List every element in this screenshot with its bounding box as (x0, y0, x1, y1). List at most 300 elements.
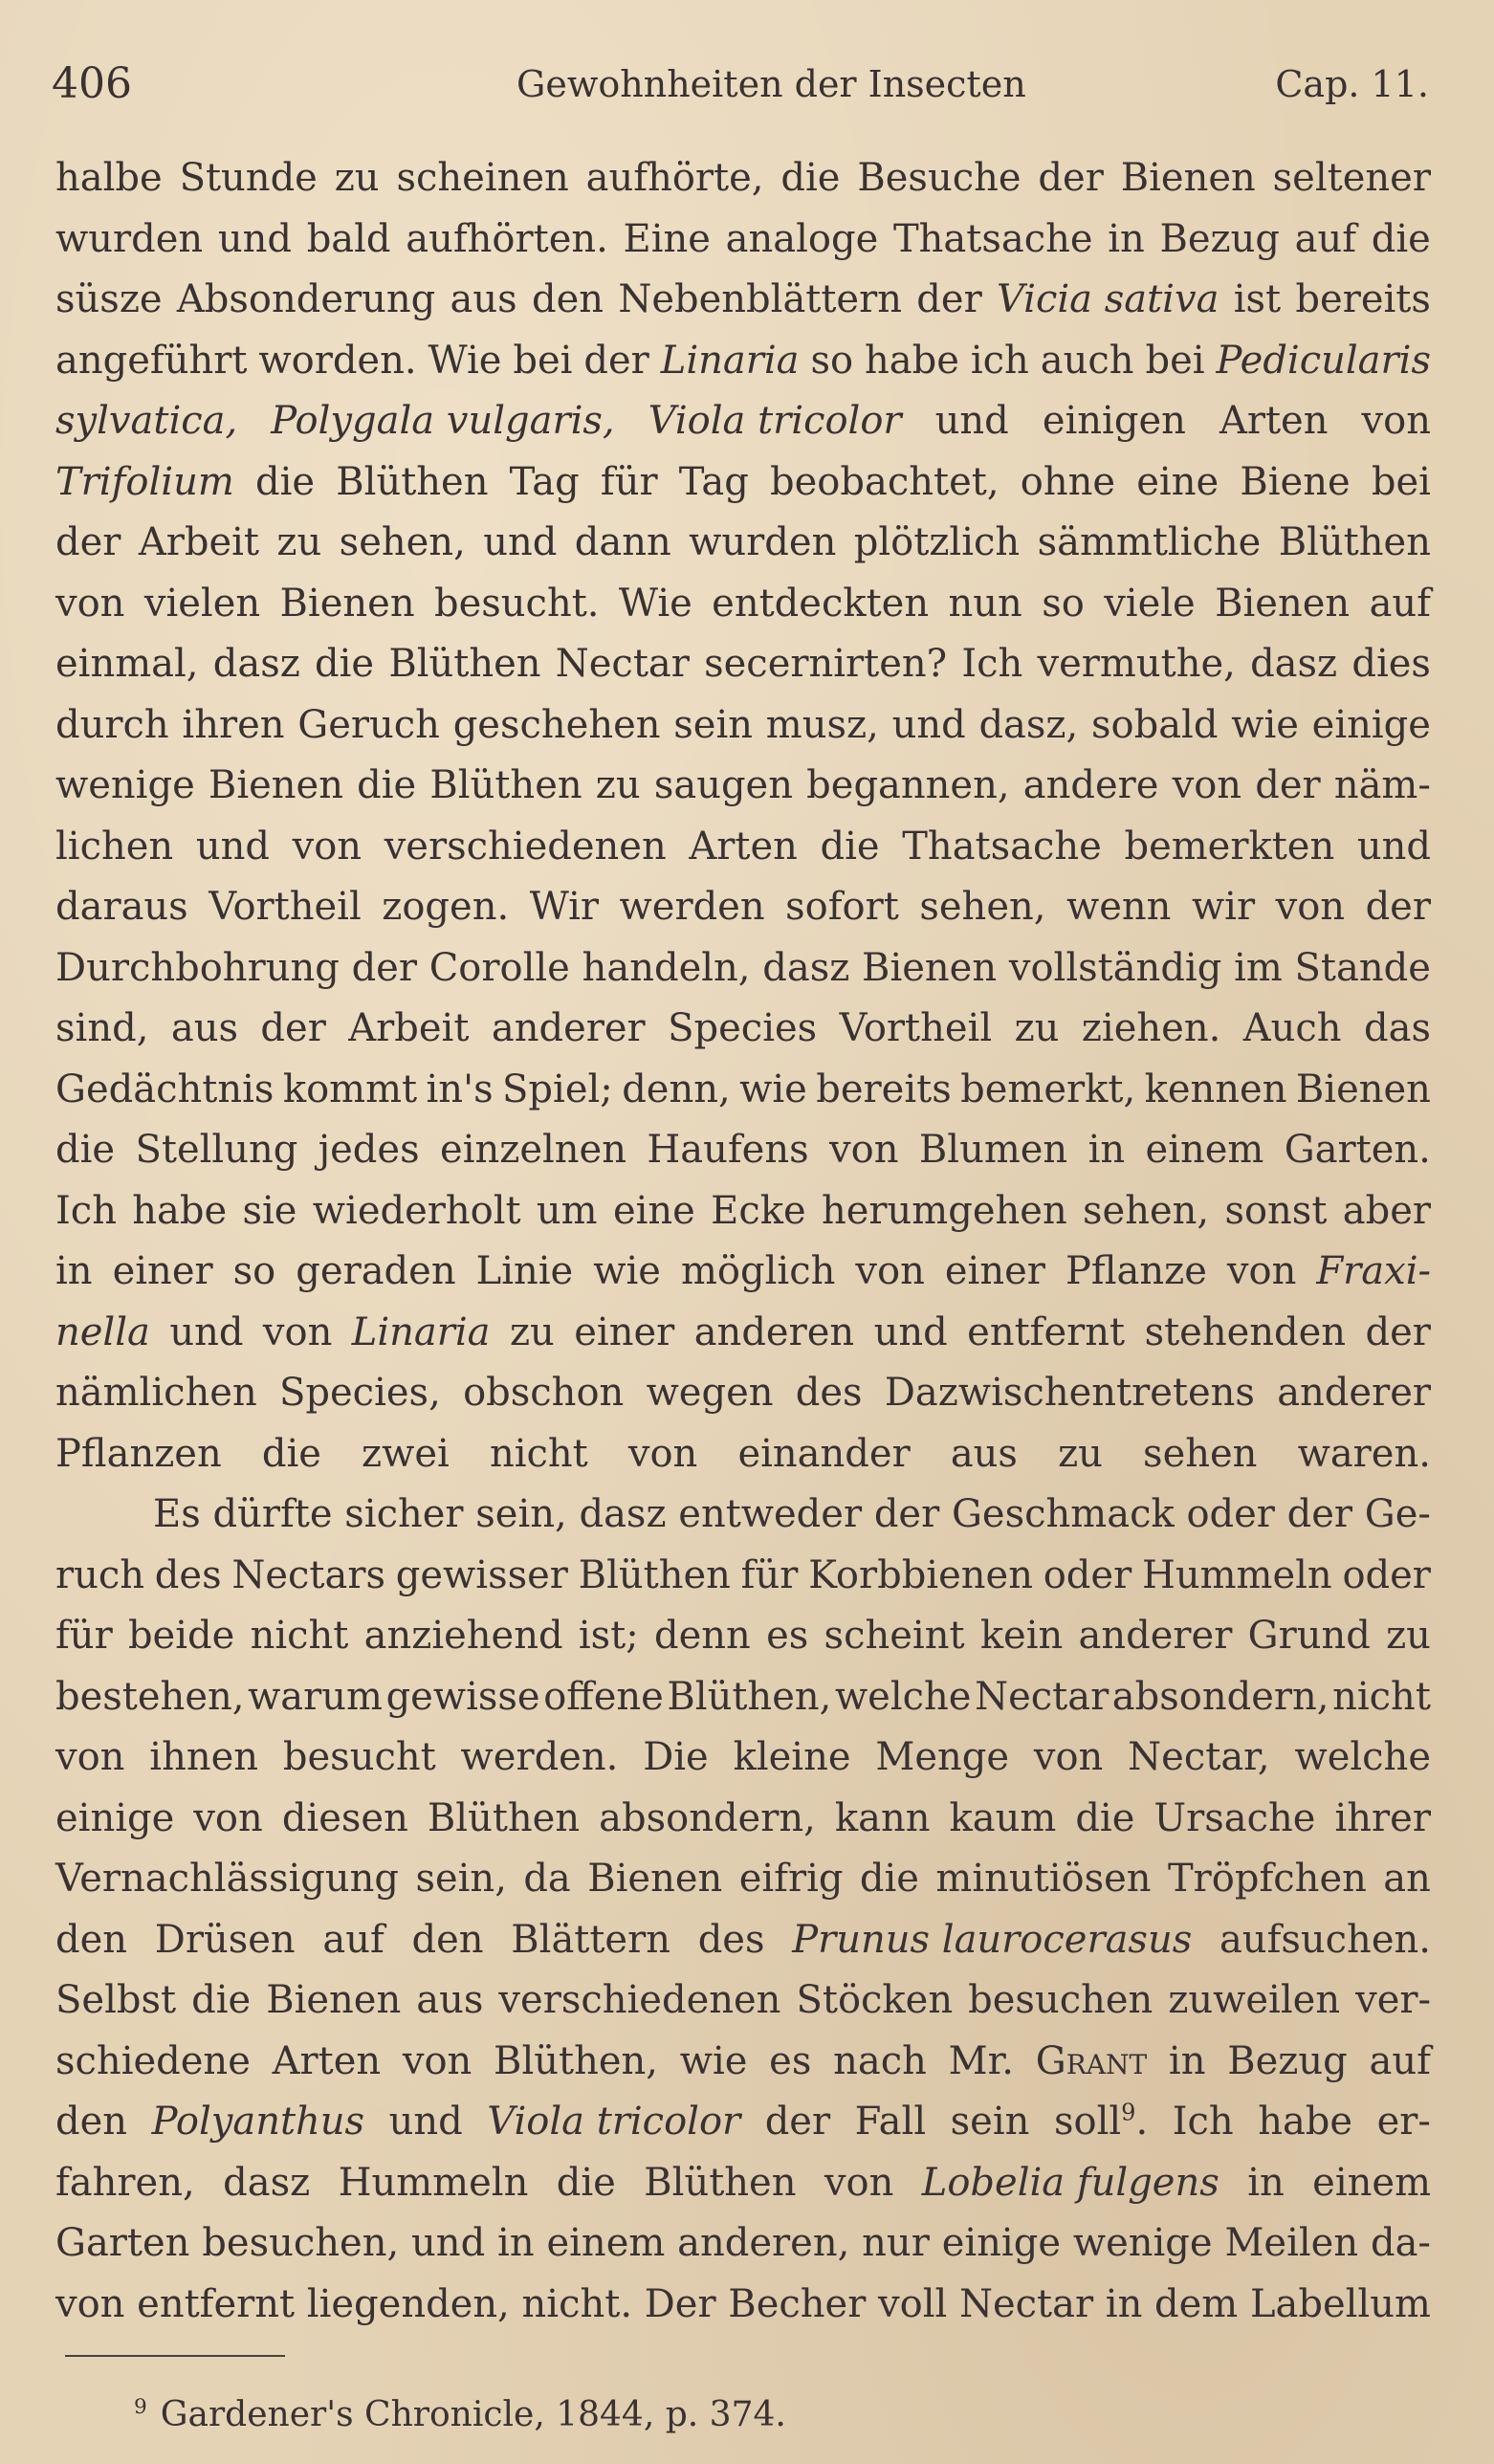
word: Geruch (297, 702, 440, 747)
word: Blüthen (388, 642, 541, 686)
word: und (1356, 824, 1431, 869)
word: einem (546, 2221, 666, 2265)
word: warum (248, 1674, 383, 1719)
word: in (1105, 2281, 1143, 2326)
word: Blüthen (1278, 520, 1431, 564)
word: aus (950, 1431, 1018, 1476)
word: ohne (1020, 459, 1116, 504)
word: Fall (854, 2100, 927, 2144)
text-line (55, 938, 1431, 1000)
word: Stellung (135, 1128, 298, 1172)
word: dasz, (978, 702, 1079, 747)
text-line (55, 1181, 1431, 1243)
word: Vortheil (839, 1006, 993, 1050)
word: in (1108, 216, 1145, 261)
word: Haufens (647, 1128, 809, 1172)
word: möglich (680, 1249, 836, 1293)
word: sicher (344, 1492, 464, 1536)
text-line (55, 2153, 1431, 2214)
word: secernirten? (704, 642, 948, 686)
word: Bienen (279, 581, 415, 626)
word: soll$^9$. (1054, 2092, 1148, 2153)
word: Wie (428, 338, 502, 383)
word: oder (1186, 1492, 1275, 1536)
text-line (55, 1424, 1431, 1485)
word: welche (834, 1674, 972, 1719)
word: von (55, 2281, 125, 2326)
word: herumgehen (821, 1188, 1067, 1233)
word: Species (668, 1006, 818, 1050)
word: Nectar, (1128, 1735, 1270, 1779)
word: Bezug (1159, 216, 1280, 261)
text-line (55, 1485, 1431, 1546)
word: plötzlich (853, 520, 1021, 564)
word: Arten (272, 2038, 382, 2083)
word: wurden (55, 216, 204, 261)
word: sind, (55, 1006, 149, 1050)
word: Blüthen (578, 1552, 731, 1597)
paragraph (55, 1485, 1431, 2335)
word: Bienen (1295, 1067, 1431, 1111)
italic-word: Linaria (351, 1309, 491, 1354)
word: eine (612, 1188, 695, 1233)
word: ihren (182, 702, 285, 747)
word: in (1168, 2038, 1206, 2083)
word: Spiel; (502, 1067, 613, 1111)
word: und (169, 1309, 244, 1354)
word: besuchen (968, 1978, 1153, 2022)
word: Absonderung (176, 277, 436, 321)
word: Hummeln (1141, 1552, 1332, 1597)
word: nur (862, 2221, 930, 2265)
word: ich (970, 338, 1029, 383)
word: Linie (475, 1249, 574, 1293)
word: die (191, 1978, 252, 2022)
word: sehen, (919, 885, 1046, 929)
word: zu (1014, 1006, 1060, 1050)
word: einigen (1042, 399, 1186, 443)
word: dasz (762, 945, 850, 990)
word: Die (643, 1735, 709, 1779)
word: sein, (415, 1857, 507, 1901)
word: aufhörte, (585, 156, 764, 200)
word: besucht (282, 1735, 436, 1779)
word: dasz (212, 642, 300, 686)
word: Arten (1219, 399, 1329, 443)
text-line (55, 695, 1431, 757)
word: stehenden (1144, 1309, 1347, 1354)
word: dem (1154, 2281, 1239, 2326)
word: der (1365, 885, 1431, 929)
word: beide (127, 1614, 235, 1658)
word: Nectars (231, 1552, 386, 1597)
text-line (55, 209, 1431, 271)
text-line (55, 1060, 1431, 1121)
word: gewisser (395, 1552, 568, 1597)
word: wenige (1072, 2221, 1213, 2265)
word: von (1226, 1249, 1297, 1293)
word: kommt (282, 1067, 418, 1111)
word: Garten (55, 2221, 190, 2265)
word: wie (593, 1249, 661, 1293)
word: auf (1294, 216, 1357, 261)
text-line (55, 877, 1431, 938)
word: waren. (1297, 1431, 1431, 1476)
text-line (55, 270, 1431, 331)
word: bald (306, 216, 391, 261)
word: vielen (143, 581, 261, 626)
word: Biene (1240, 459, 1351, 504)
word: von (829, 1128, 899, 1172)
word: Ich (1172, 2100, 1234, 2144)
word: offene (543, 1674, 664, 1719)
word: gewisse (385, 1674, 540, 1719)
word: zu (1386, 1614, 1431, 1658)
word: im (1234, 945, 1283, 990)
word: voll (878, 2281, 948, 2326)
word: aus (416, 1978, 484, 2022)
word: süsze (55, 277, 163, 321)
word: der (1255, 763, 1321, 807)
italic-word: Viola tricolor (648, 399, 902, 443)
word: aufhörten. (406, 216, 608, 261)
word: Wir (529, 885, 600, 929)
word: Ich (55, 1188, 117, 1233)
word: andere (1022, 763, 1159, 807)
word: Species, (279, 1371, 441, 1415)
word: entweder (678, 1492, 863, 1536)
word: das (1364, 1006, 1431, 1050)
word: Vortheil (209, 885, 362, 929)
word: minutiösen (935, 1857, 1152, 1901)
word: nicht (1332, 1674, 1431, 1719)
word: ihrer (1334, 1795, 1431, 1840)
word: Pflanzen (55, 1431, 222, 1476)
word: die (780, 156, 841, 200)
word: für (600, 459, 658, 504)
text-line (55, 1363, 1431, 1424)
word: und (873, 1309, 948, 1354)
text-line (55, 331, 1431, 392)
word: wenn (1066, 885, 1172, 929)
word: denn (654, 1614, 751, 1658)
word: Dazwischentretens (884, 1371, 1255, 1415)
word: Wie (618, 581, 692, 626)
footnote-text: Gardener's Chronicle, 1844, p. 374. (160, 2395, 786, 2434)
text-line (55, 391, 1431, 452)
word: Drüsen (154, 1917, 296, 1962)
word: Blüthen (427, 1795, 581, 1840)
word: und (195, 824, 270, 869)
word: besucht. (433, 581, 600, 626)
word: handeln, (582, 945, 751, 990)
word: von (55, 1735, 125, 1779)
word: anderen, (677, 2221, 850, 2265)
word: Bienen (1215, 581, 1351, 626)
word: bemerkt, (960, 1067, 1136, 1111)
word: musz, (765, 702, 879, 747)
word: eifrig (738, 1857, 844, 1901)
word: der (55, 520, 121, 564)
word: Hummeln (338, 2160, 529, 2205)
word: sein (673, 702, 754, 747)
word: fahren, (55, 2160, 195, 2205)
word: geraden (296, 1249, 456, 1293)
footnote-marker: 9 (134, 2395, 147, 2419)
word: scheinen (396, 156, 569, 200)
word: Blüthen, (667, 1674, 832, 1719)
italic-word: Vicia sativa (997, 277, 1219, 321)
word: sehen, (1083, 1188, 1210, 1233)
word: die (1075, 1795, 1135, 1840)
word: sonst (1224, 1188, 1328, 1233)
word: Tag (678, 459, 749, 504)
word: sein, (475, 1492, 567, 1536)
word: zu (509, 1309, 555, 1354)
word: sofort (785, 885, 899, 929)
word: Mr. (948, 2038, 1015, 2083)
word: nicht. (521, 2281, 633, 2326)
word: und (483, 520, 558, 564)
word: Arbeit (138, 520, 259, 564)
word: Nectar (555, 642, 690, 686)
word: auch (1040, 338, 1134, 383)
word: angeführt (55, 338, 248, 383)
word: ihnen (149, 1735, 259, 1779)
word: begannen, (806, 763, 1010, 807)
word: Vernachlässigung (55, 1857, 400, 1901)
text-line (55, 817, 1431, 878)
italic-word: Linaria (660, 338, 800, 383)
word: Ich (961, 642, 1023, 686)
word: in (497, 2221, 535, 2265)
text-line (55, 2032, 1431, 2093)
text-line (55, 148, 1431, 209)
word: der (1286, 1492, 1353, 1536)
text-line (55, 1970, 1431, 2032)
word: wurden (689, 520, 837, 564)
word: schiedene (55, 2038, 251, 2083)
text-line (55, 1242, 1431, 1303)
word: verschiedenen (384, 824, 667, 869)
text-line (55, 634, 1431, 695)
word: von (262, 1309, 333, 1354)
word: besuchen, (202, 2221, 400, 2265)
word: kennen (1144, 1067, 1287, 1111)
word: Grund (1247, 1614, 1371, 1658)
word: Selbst (55, 1978, 177, 2022)
word: wie (1231, 702, 1299, 747)
word: wie (679, 2038, 748, 2083)
word: zu (1058, 1431, 1103, 1476)
word: an (1383, 1857, 1431, 1901)
word: die (261, 1431, 321, 1476)
word: und (217, 216, 292, 261)
text-line (55, 756, 1431, 817)
word: Bienen (208, 763, 343, 807)
italic-word: Trifolium (55, 459, 234, 504)
word: Bienen (587, 1857, 723, 1901)
word: Becher (728, 2281, 867, 2326)
word: den (55, 1917, 128, 1962)
word: dann (574, 520, 671, 564)
word: die (556, 2160, 616, 2205)
word: wegen (646, 1371, 774, 1415)
italic-word: Pedicularis (1216, 338, 1431, 383)
word: den (531, 277, 604, 321)
word: einander (737, 1431, 911, 1476)
text-line (55, 452, 1431, 514)
word: oder (1043, 1552, 1132, 1597)
word: durch (55, 702, 169, 747)
word: zu (595, 763, 641, 807)
word: sein (950, 2100, 1030, 2144)
word: ziehen. (1081, 1006, 1221, 1050)
word: des (697, 1917, 765, 1962)
text-line (55, 574, 1431, 635)
word: einzelnen (440, 1128, 626, 1172)
word: welche (1294, 1735, 1431, 1779)
word: Arten (689, 824, 798, 869)
word: denn, (622, 1067, 731, 1111)
word: obschon (463, 1371, 625, 1415)
word: diesen (281, 1795, 408, 1840)
word: und (891, 702, 966, 747)
word: sämmtliche (1037, 520, 1262, 564)
text-line (55, 1606, 1431, 1667)
italic-word: Polygala vulgaris, (271, 399, 615, 443)
word: die (1371, 216, 1431, 261)
word: analoge (725, 216, 879, 261)
word: der (916, 277, 982, 321)
word: und (934, 399, 1009, 443)
word: Stunde (179, 156, 318, 200)
word: lichen (55, 824, 174, 869)
word: Durchbohrung (55, 945, 340, 990)
word: nicht (250, 1614, 349, 1658)
word: in (1247, 2160, 1285, 2205)
word: anderen (693, 1309, 855, 1354)
word: Bienen (862, 945, 998, 990)
word: kaum (949, 1795, 1057, 1840)
text-line (55, 1546, 1431, 1607)
word: auf (1369, 2038, 1431, 2083)
word: er- (1376, 2100, 1431, 2144)
word: der (583, 338, 649, 383)
word: habe (132, 1188, 228, 1233)
word: absondern, (1111, 1674, 1329, 1719)
word: Meilen (1224, 2221, 1359, 2265)
word: Tag (509, 459, 580, 504)
footnote-rule (65, 2355, 285, 2357)
word: einmal, (55, 642, 199, 686)
word: da (523, 1857, 571, 1901)
word: Menge (875, 1735, 1010, 1779)
word: aufsuchen. (1219, 1917, 1431, 1962)
word: sehen, (339, 520, 466, 564)
word: der (873, 1492, 940, 1536)
word: Geschmack (951, 1492, 1175, 1536)
word: von (292, 824, 363, 869)
word: Blumen (918, 1128, 1068, 1172)
word: von (402, 2038, 472, 2083)
word: einem (1312, 2160, 1431, 2205)
word: den (55, 2100, 128, 2144)
word: für (55, 1614, 113, 1658)
word: oder (1342, 1552, 1431, 1597)
word: der (1365, 1309, 1431, 1354)
text-line (55, 1849, 1431, 1910)
word: einem (1145, 1128, 1264, 1172)
word: anziehend (363, 1614, 563, 1658)
word: Ge- (1364, 1492, 1431, 1536)
word: von (855, 1249, 925, 1293)
word: wir (1191, 885, 1256, 929)
word: scheint (824, 1614, 965, 1658)
word: Blättern (511, 1917, 670, 1962)
text-line (55, 999, 1431, 1060)
italic-word: Polyanthus (151, 2100, 365, 2144)
word: zuweilen (1168, 1978, 1341, 2022)
word: bestehen, (55, 1674, 245, 1719)
word: habe (865, 338, 959, 383)
word: Der (644, 2281, 716, 2326)
word: die (859, 1857, 919, 1901)
word: einige (941, 2221, 1061, 2265)
word: des (154, 1552, 222, 1597)
word: der (764, 2100, 831, 2144)
word: Blüthen (429, 763, 582, 807)
word: bei (513, 338, 573, 383)
word: von (1172, 763, 1242, 807)
word: den (411, 1917, 484, 1962)
word: ist (1233, 277, 1282, 321)
word: und (388, 2100, 463, 2144)
word: von (627, 1431, 698, 1476)
word: zogen. (382, 885, 510, 929)
word: saugen (653, 763, 793, 807)
word: Thatsache (902, 824, 1102, 869)
word: so (232, 1249, 276, 1293)
word: anderer (491, 1006, 646, 1050)
word: Nectar (958, 2281, 1094, 2326)
word: sie (242, 1188, 297, 1233)
word: dürfte (212, 1492, 333, 1536)
word: Ursache (1153, 1795, 1316, 1840)
word: jedes (318, 1128, 420, 1172)
word: anderer (1277, 1371, 1431, 1415)
word: werden. (460, 1735, 619, 1779)
word: dies (1351, 642, 1431, 686)
italic-word: Viola tricolor (487, 2100, 741, 2144)
word: dasz (1250, 642, 1338, 686)
word: nämlichen (55, 1371, 257, 1415)
word: zu (276, 520, 322, 564)
word: zwei (362, 1431, 450, 1476)
italic-word: sylvatica, (55, 399, 238, 443)
word: Labellum (1249, 2281, 1431, 2326)
word: Pflanze (1065, 1249, 1207, 1293)
text-line (55, 1120, 1431, 1181)
word: geschehen (452, 702, 661, 747)
word: eine (1136, 459, 1219, 504)
word: einer (112, 1249, 213, 1293)
word: so (810, 338, 854, 383)
word: verschiedenen (498, 1978, 781, 2022)
word: aber (1342, 1188, 1431, 1233)
word: Blüthen, (494, 2038, 658, 2083)
word: seltener (1272, 156, 1431, 200)
